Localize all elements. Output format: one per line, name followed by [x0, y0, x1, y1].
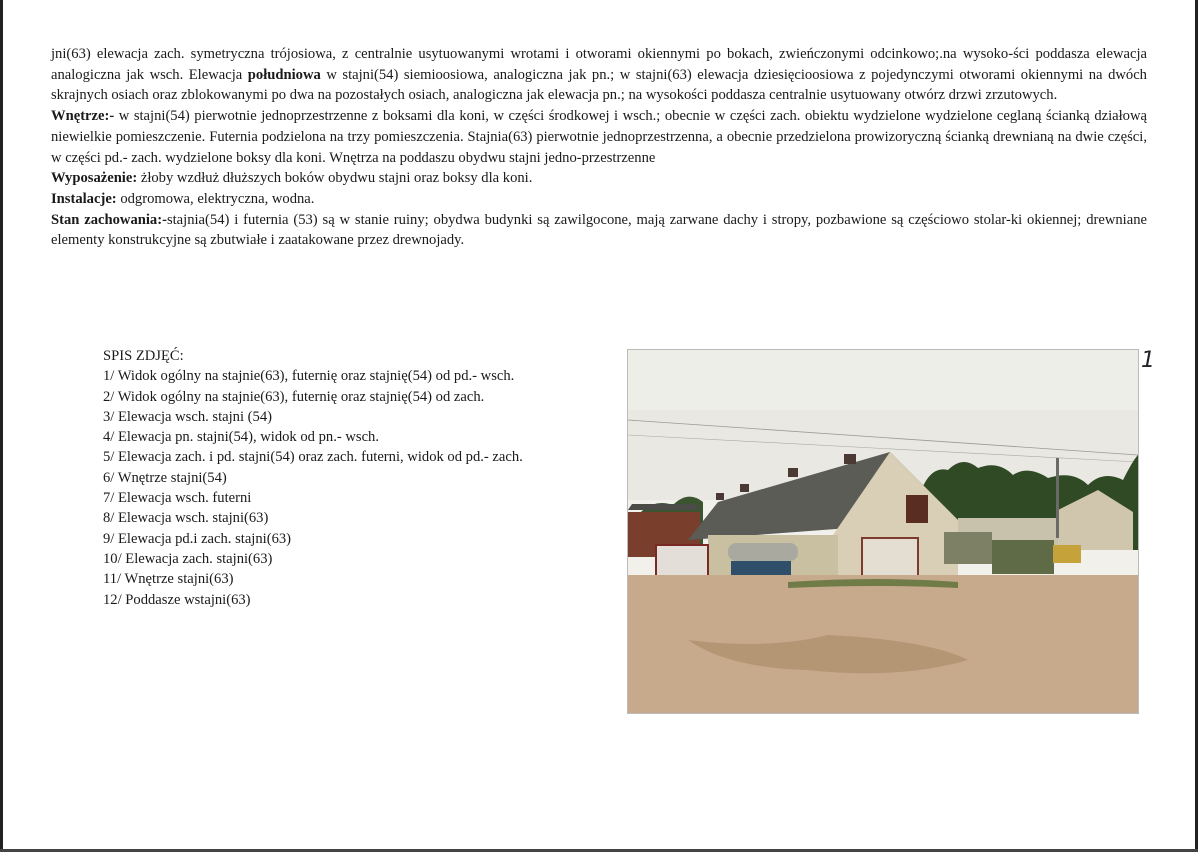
equipment-paragraph: Wyposażenie: żłoby wzdłuż dłuższych boków obydwu stajni oraz boksy dla koni. [51, 170, 533, 187]
stable-window [906, 495, 928, 523]
equipment-label: Wyposażenie: [51, 170, 138, 187]
military-truck [944, 532, 992, 564]
photo-list-items [103, 366, 613, 610]
chimney [716, 493, 724, 500]
list-item: 7/ Elewacja wsch. futerni [103, 490, 252, 507]
bus [656, 545, 708, 577]
photo-number: 1 [1141, 348, 1155, 373]
stable-photo [627, 349, 1139, 714]
photo-list [103, 346, 613, 610]
chimney [844, 454, 856, 464]
list-item: 4/ Elewacja pn. stajni(54), widok od pn.- wsch. [103, 429, 380, 446]
list-item: 3/ Elewacja wsch. stajni (54) [103, 408, 272, 425]
list-item: 5/ Elewacja zach. i pd. stajni(54) oraz zach. futerni, widok od pd.- zach. [103, 449, 523, 466]
installations-paragraph: Instalacje: odgromowa, elektryczna, wodna. [51, 190, 315, 207]
interior-label: Wnętrze:- [51, 108, 115, 125]
photo-list-heading: SPIS ZDJĘĆ: [103, 348, 184, 364]
tank-trailer-base [731, 561, 791, 575]
brick-building-roof [628, 504, 700, 510]
tank-trailer [728, 543, 798, 561]
list-item: 6/ Wnętrze stajni(54) [103, 469, 227, 486]
scan-border-left [0, 0, 3, 852]
description-text [51, 44, 1147, 251]
list-item: 11/ Wnętrze stajni(63) [103, 571, 234, 588]
elevation-paragraph: jni(63) elewacja zach. symetryczna trójosiowa, z centralnie usytuowanymi wrotami i otworami okiennymi po bokach, zwieńczonymi odcinkowo;.na wysoko-ści poddasza elewacja analogiczna jak wsch. Elewacja południowa w stajni(54) siemioosiowa, analogiczna jak pn.; w stajni(63) elewacja dziesięcioosiowa z pojedynczymi otworami okiennymi na dwóch skrajnych osiach oraz zblokowanymi po dwa na pozostałych osiach, analogiczna jak elewacja pn.; na wysokości poddasza centralnie usytuowany otwórz drzwi zrzutowych. [51, 46, 1147, 104]
list-item: 8/ Elewacja wsch. stajni(63) [103, 510, 269, 527]
utility-pole [1056, 458, 1059, 538]
list-item: 1/ Widok ogólny na stajnie(63), futernię oraz stajnię(54) od pd.- wsch. [103, 368, 515, 385]
yellow-machine [1053, 545, 1081, 563]
interior-paragraph: Wnętrze:- w stajni(54) pierwotnie jednoprzestrzenne z boksami dla koni, w części środkowej i wsch.; obecnie w części zach. obiektu wydzielone wydzielone ceglaną ścianką działową niewielkie pomieszczenie. Futernia podzielona na trzy pomieszczenia. Stajnia(63) pierwotnie jednoprzestrzenna, a obecnie przedzielona prowizoryczną ścianką drewnianą na dwie części, w części pd.- zach. wydzielone boksy dla koni. Wnętrza na poddaszu obydwu stajni jedno-przestrzenne [51, 108, 1147, 166]
photo-of-stable-buildings-icon [628, 350, 1138, 713]
list-item: 10/ Elewacja zach. stajni(63) [103, 550, 273, 567]
condition-label: Stan zachowania:- [51, 211, 167, 228]
chimney [740, 484, 749, 492]
list-item: 9/ Elewacja pd.i zach. stajni(63) [103, 530, 292, 547]
installations-label: Instalacje: [51, 190, 117, 207]
chimney [788, 468, 798, 477]
list-item: 2/ Widok ogólny na stajnie(63), futernię oraz stajnię(54) od zach. [103, 388, 485, 405]
military-truck-front [992, 540, 1054, 574]
condition-paragraph: Stan zachowania:-stajnia(54) i futernia (53) są w stanie ruiny; obydwa budynki są zawilgocone, mają zarwane dachy i stropy, pozbawione są częściowo stolar-ki okiennej; drewniane elementy konstrukcyjne są zbutwiałe i zaatakowane przez drewnojady. [51, 211, 1147, 249]
list-item: 12/ Poddasze wstajni(63) [103, 591, 251, 608]
sky-upper [628, 350, 1138, 410]
